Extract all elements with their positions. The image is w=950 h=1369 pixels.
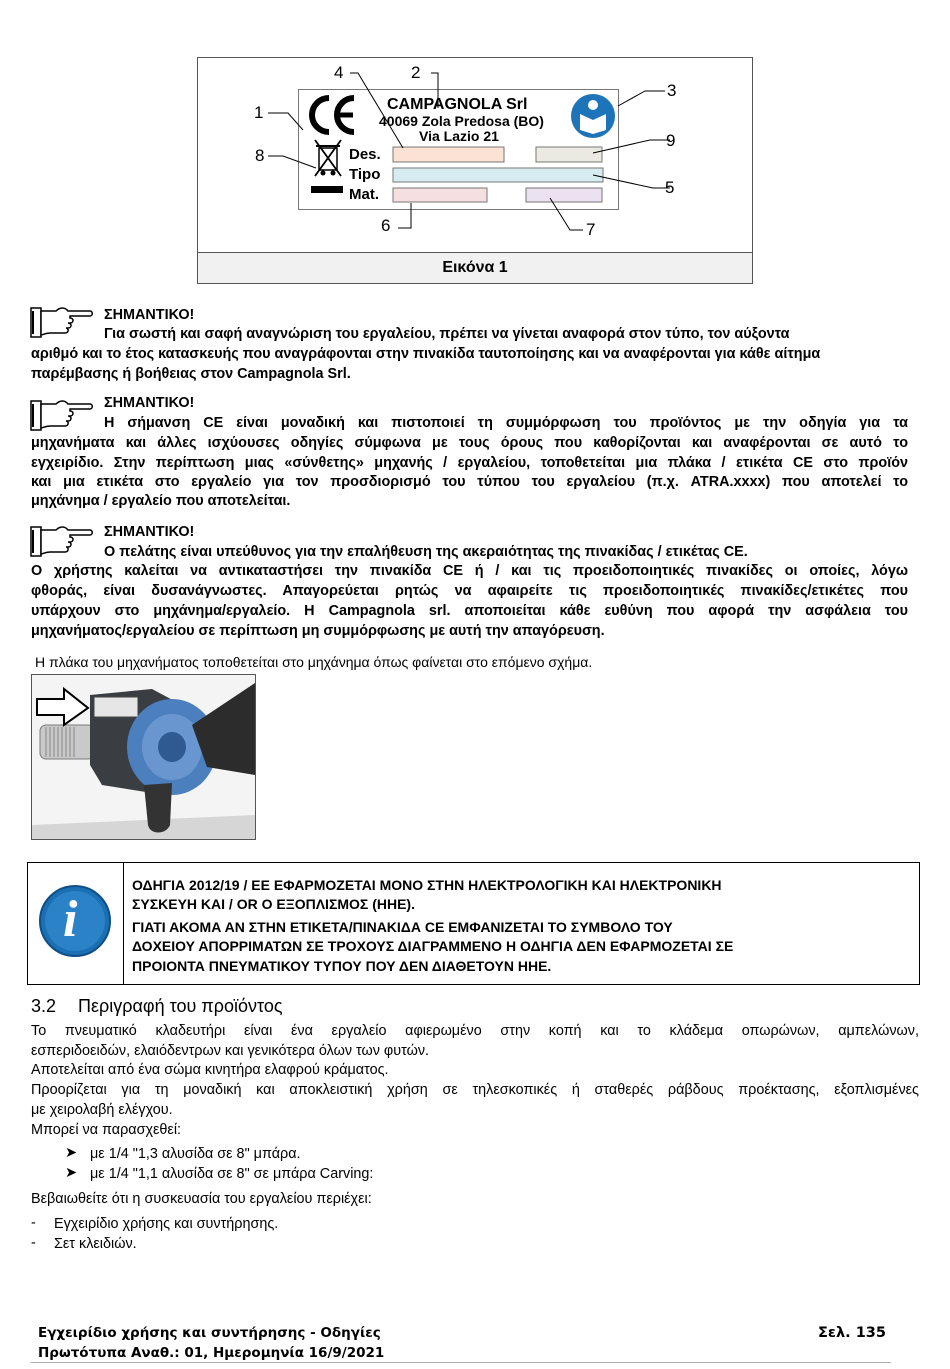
callout-9: 9 xyxy=(666,131,676,150)
plate-address-1: 40069 Zola Predosa (BO) xyxy=(379,113,544,129)
info-icon-cell xyxy=(28,863,124,984)
plate-field-des: Des. xyxy=(349,146,381,163)
option-item: με 1/4 "1,1 αλυσίδα σε 8" σε μπάρα Carving: xyxy=(90,1166,374,1182)
weee-info-note xyxy=(27,862,920,985)
dash-bullet: - xyxy=(31,1235,36,1251)
footer-rule xyxy=(31,1362,891,1363)
section-title: Περιγραφή του προϊόντος xyxy=(78,996,283,1016)
important-2-line-2: μηχανήματα και άλλες ισχύουσες οδηγίες σύμφωνα με τους όρους που καθορίζονται και αναφέρονται σε αυτό το xyxy=(31,435,908,451)
option-item: με 1/4 "1,3 αλυσίδα σε 8" μπάρα. xyxy=(90,1146,301,1162)
important-3-title: ΣΗΜΑΝΤΙΚΟ! xyxy=(104,524,195,540)
plate-field-tipo: Tipo xyxy=(349,166,381,183)
machine-photo xyxy=(31,674,256,840)
plate-field-mat: Mat. xyxy=(349,186,379,203)
section-p2: Αποτελείται από ένα σώμα κινητήρα ελαφρού κράματος. xyxy=(31,1062,389,1078)
callout-4: 4 xyxy=(334,63,344,82)
section-p5: Βεβαιωθείτε ότι η συσκευασία του εργαλείου περιέχει: xyxy=(31,1191,372,1207)
footer-line-1: Εγχειρίδιο χρήσης και συντήρησης - Οδηγίες xyxy=(38,1325,381,1341)
pointing-hand-icon xyxy=(30,305,94,339)
important-3-line-5: μηχανήματος/εργαλείου σε περίπτωση μη συμμόρφωσης με αυτή την απαγόρευση. xyxy=(31,623,605,639)
info-note-line-2: ΣΥΣΚΕΥΗ ΚΑΙ / OR Ο ΕΞΟΠΛΙΣΜΟΣ (ΗΗΕ). xyxy=(132,896,415,912)
callout-8: 8 xyxy=(255,146,265,165)
important-3-line-1: Ο πελάτης είναι υπεύθυνος για την επαλήθευση της ακεραιότητας της πινακίδας / ετικέτας CE. xyxy=(104,544,748,560)
important-2-line-3: εγχειρίδιο. Στην περίπτωση μιας «σύνθετης» μηχανής / εργαλείου, τοποθετείται μια πλάκα / ετικέτα CE στο προϊόν xyxy=(31,455,908,471)
section-p1-line-1: Το πνευματικό κλαδευτήρι είναι ένα εργαλείο αφιερωμένο στην κοπή και το κλάδεμα οπωρώνων, αμπελώνων, xyxy=(31,1023,919,1039)
figure-caption: Εικόνα 1 xyxy=(198,252,752,283)
plate-company: CAMPAGNOLA Srl xyxy=(387,96,528,113)
info-note-line-1: ΟΔΗΓΙΑ 2012/19 / ΕΕ ΕΦΑΡΜΟΖΕΤΑΙ ΜΟΝΟ ΣΤΗΝ ΗΛΕΚΤΡΟΛΟΓΙΚΗ ΚΑΙ ΗΛΕΚΤΡΟΝΙΚΗ xyxy=(132,877,722,893)
arrow-bullet-icon: ➤ xyxy=(65,1145,78,1161)
callout-1: 1 xyxy=(254,103,264,122)
important-3-line-2: Ο χρήστης καλείται να αντικαταστήσει την πινακίδα CE ή / και τις προειδοποιητικές πινακίδες οι οποίες, λόγω xyxy=(31,563,908,579)
important-1-title: ΣΗΜΑΝΤΙΚΟ! xyxy=(104,307,195,323)
callout-3: 3 xyxy=(667,81,677,100)
important-2-line-5: μηχάνημα / εργαλείο που αποτελείται. xyxy=(31,493,291,509)
pointing-hand-icon xyxy=(30,398,94,432)
important-3-line-4: υπάρχουν στο μηχάνημα/εργαλείο. Η Campagnola srl. αποποιείται κάθε ευθύνη που αφορά την ασφάλεια του xyxy=(31,603,908,619)
important-2-line-4: και μια ετικέτα στο εργαλείο για τον προσδιορισμό του τύπου του εργαλείου (π.χ. ATRA.xxxx) που αποτελεί το xyxy=(31,474,908,490)
info-note-line-5: ΠΡΟΙΟΝΤΑ ΠΝΕΥΜΑΤΙΚΟΥ ΤΥΠΟΥ ΠΟΥ ΔΕΝ ΔΙΑΘΕΤΟΥΝ ΗΗΕ. xyxy=(132,958,552,974)
package-item: Σετ κλειδιών. xyxy=(54,1236,137,1252)
pruner-illustration xyxy=(32,675,255,839)
page-number: Σελ. 135 xyxy=(818,1325,886,1341)
section-p3-line-1: Προορίζεται για τη μοναδική και αποκλειστική χρήση σε τηλεσκοπικές ή σταθερές ράβδους προέκτασης, εξοπλισμένες xyxy=(31,1082,919,1098)
section-p4: Μπορεί να παρασχεθεί: xyxy=(31,1122,182,1138)
pointing-hand-icon xyxy=(30,524,94,558)
important-1-line-1: Για σωστή και σαφή αναγνώριση του εργαλείου, πρέπει να γίνεται αναφορά στον τύπο, τον αύξοντα xyxy=(104,326,790,342)
info-letter: i xyxy=(63,891,78,948)
callout-5: 5 xyxy=(665,178,675,197)
section-p3-line-2: με χειρολαβή ελέγχου. xyxy=(31,1102,173,1118)
section-p1-line-2: εσπεριδοειδών, ελαιόδεντρων και γενικότερα όλων των φυτών. xyxy=(31,1043,430,1059)
important-3-line-3: φθοράς, είναι δυσανάγνωστες. Απαγορεύεται ρητώς να αφαιρείτε τις προειδοποιητικές πινακίδες/ετικέτες που xyxy=(31,583,908,599)
important-1-line-2: αριθμό και το έτος κατασκευής που αναγράφονται στην πινακίδα ταυτοποίησης και να αναφέρονται για κάθε αίτημα xyxy=(31,346,821,362)
callout-7: 7 xyxy=(586,220,596,239)
callout-2: 2 xyxy=(411,63,421,82)
info-note-line-4: ΔΟΧΕΙΟΥ ΑΠΟΡΡΙΜΑΤΩΝ ΣΕ ΤΡΟΧΟΥΣ ΔΙΑΓΡΑΜΜΕΝΟ Η ΟΔΗΓΙΑ ΔΕΝ ΕΦΑΡΜΟΖΕΤΑΙ ΣΕ xyxy=(132,938,734,954)
plate-position-text: Η πλάκα του μηχανήματος τοποθετείται στο μηχάνημα όπως φαίνεται στο επόμενο σχήμα. xyxy=(35,654,593,670)
info-note-line-3: ΓΙΑΤΙ ΑΚΟΜΑ ΑΝ ΣΤΗΝ ΕΤΙΚΕΤΑ/ΠΙΝΑΚΙΔΑ CE ΕΜΦΑΝΙΖΕΤΑΙ ΤΟ ΣΥΜΒΟΛΟ ΤΟΥ xyxy=(132,919,673,935)
machine-ce-plate xyxy=(94,697,138,717)
important-1-line-3: παρέμβασης ή βοήθειας στον Campagnola Srl. xyxy=(31,366,351,382)
important-2-line-1: Η σήμανση CE είναι μοναδική και πιστοποιεί τη συμμόρφωση του προϊόντος με την οδηγία για τα xyxy=(104,415,908,431)
package-item: Εγχειρίδιο χρήσης και συντήρησης. xyxy=(54,1216,279,1232)
callout-6: 6 xyxy=(381,216,391,235)
footer-line-2: Πρωτότυπα Αναθ.: 01, Ημερομηνία 16/9/2021 xyxy=(38,1345,385,1361)
arrow-bullet-icon: ➤ xyxy=(65,1165,78,1181)
section-number: 3.2 xyxy=(31,996,57,1016)
plate-address-2: Via Lazio 21 xyxy=(419,128,499,144)
important-2-title: ΣΗΜΑΝΤΙΚΟ! xyxy=(104,395,195,411)
dash-bullet: - xyxy=(31,1215,36,1231)
figure-1 xyxy=(197,57,753,284)
